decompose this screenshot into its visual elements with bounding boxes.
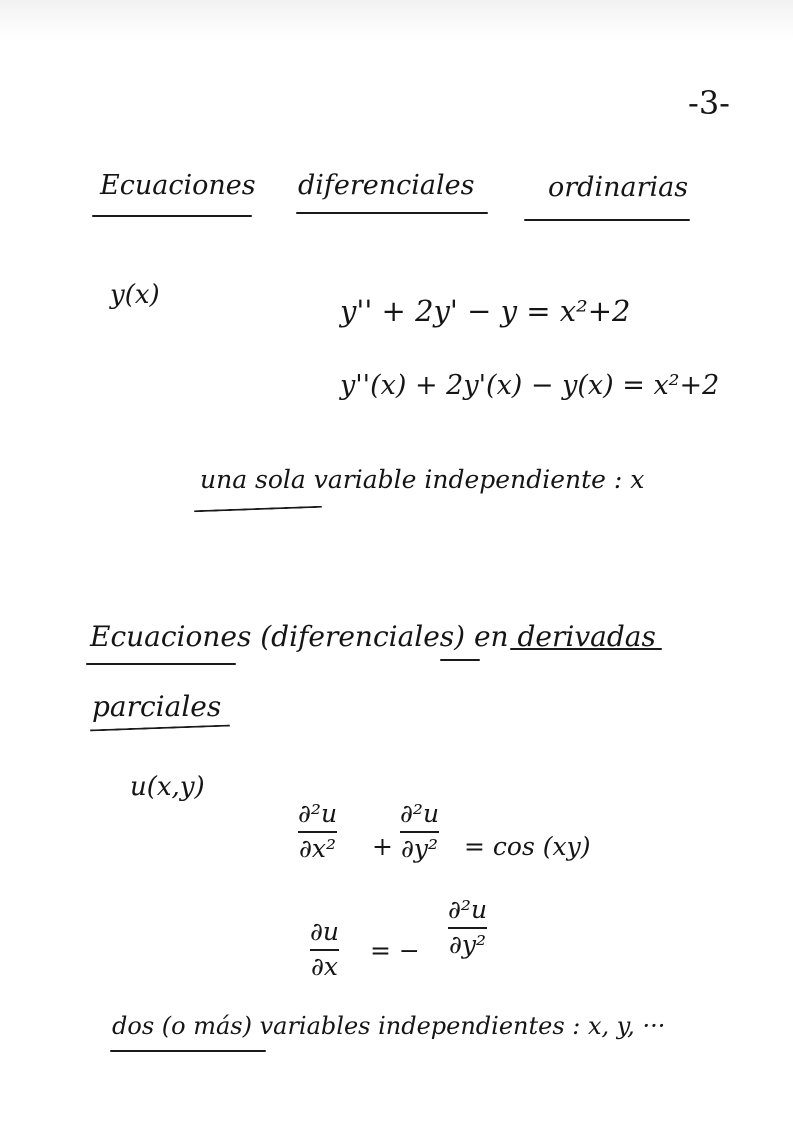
pde2-rhs-bar (448, 927, 487, 929)
section1-heading-underline-3 (524, 219, 690, 221)
section1-heading-underline-2 (296, 212, 488, 214)
pde2-rhs-numerator: ∂²u (448, 895, 488, 924)
pde1-term2-fraction (400, 800, 439, 862)
section2-heading-underline-2 (440, 659, 480, 661)
pde1-term2-bar (400, 831, 439, 833)
section2-heading-line2: parciales (92, 690, 222, 723)
section1-heading-word1: Ecuaciones (100, 170, 256, 201)
pde2-rhs-fraction (448, 896, 487, 958)
section1-note-underline (194, 506, 322, 512)
section1-equation-1: y'' + 2y' − y = x²+2 (340, 294, 631, 328)
section2-function: u(x,y) (130, 772, 205, 802)
section1-function: y(x) (110, 280, 160, 310)
pde1-rhs: = cos (xy) (464, 832, 591, 861)
section2-heading-underline-3 (510, 648, 662, 650)
pde1-term2-numerator: ∂²u (400, 799, 440, 828)
pde2-lhs-fraction (310, 918, 339, 980)
section2-note: dos (o más) variables independientes : x, y, ··· (112, 1012, 666, 1040)
page-number: -3- (688, 84, 730, 122)
pde2-equals: = − (370, 936, 420, 965)
pde2-lhs-bar (310, 949, 339, 951)
section2-note-underline (110, 1050, 266, 1052)
section2-heading-underline-1 (86, 663, 236, 665)
section1-heading-underline-1 (92, 215, 252, 217)
section2-heading-underline-4 (90, 725, 230, 732)
pde2-lhs-denominator: ∂x (311, 951, 339, 981)
section2-heading-line1: Ecuaciones (diferenciales) en derivadas (90, 620, 656, 653)
section1-heading-word3: ordinarias (548, 172, 689, 203)
scan-shadow (0, 0, 793, 40)
pde1-plus: + (372, 832, 393, 861)
pde1-term1-bar (298, 831, 337, 833)
pde1-term1-fraction (298, 800, 337, 862)
pde2-rhs-denominator: ∂y² (448, 929, 487, 959)
section1-equation-2: y''(x) + 2y'(x) − y(x) = x²+2 (340, 370, 720, 401)
pde1-term2-denominator: ∂y² (400, 833, 439, 863)
pde1-term1-numerator: ∂²u (298, 799, 338, 828)
pde2-lhs-numerator: ∂u (310, 917, 340, 946)
pde1-term1-denominator: ∂x² (299, 833, 337, 863)
section1-note: una sola variable independiente : x (200, 465, 645, 494)
section1-heading-word2: diferenciales (298, 170, 475, 201)
